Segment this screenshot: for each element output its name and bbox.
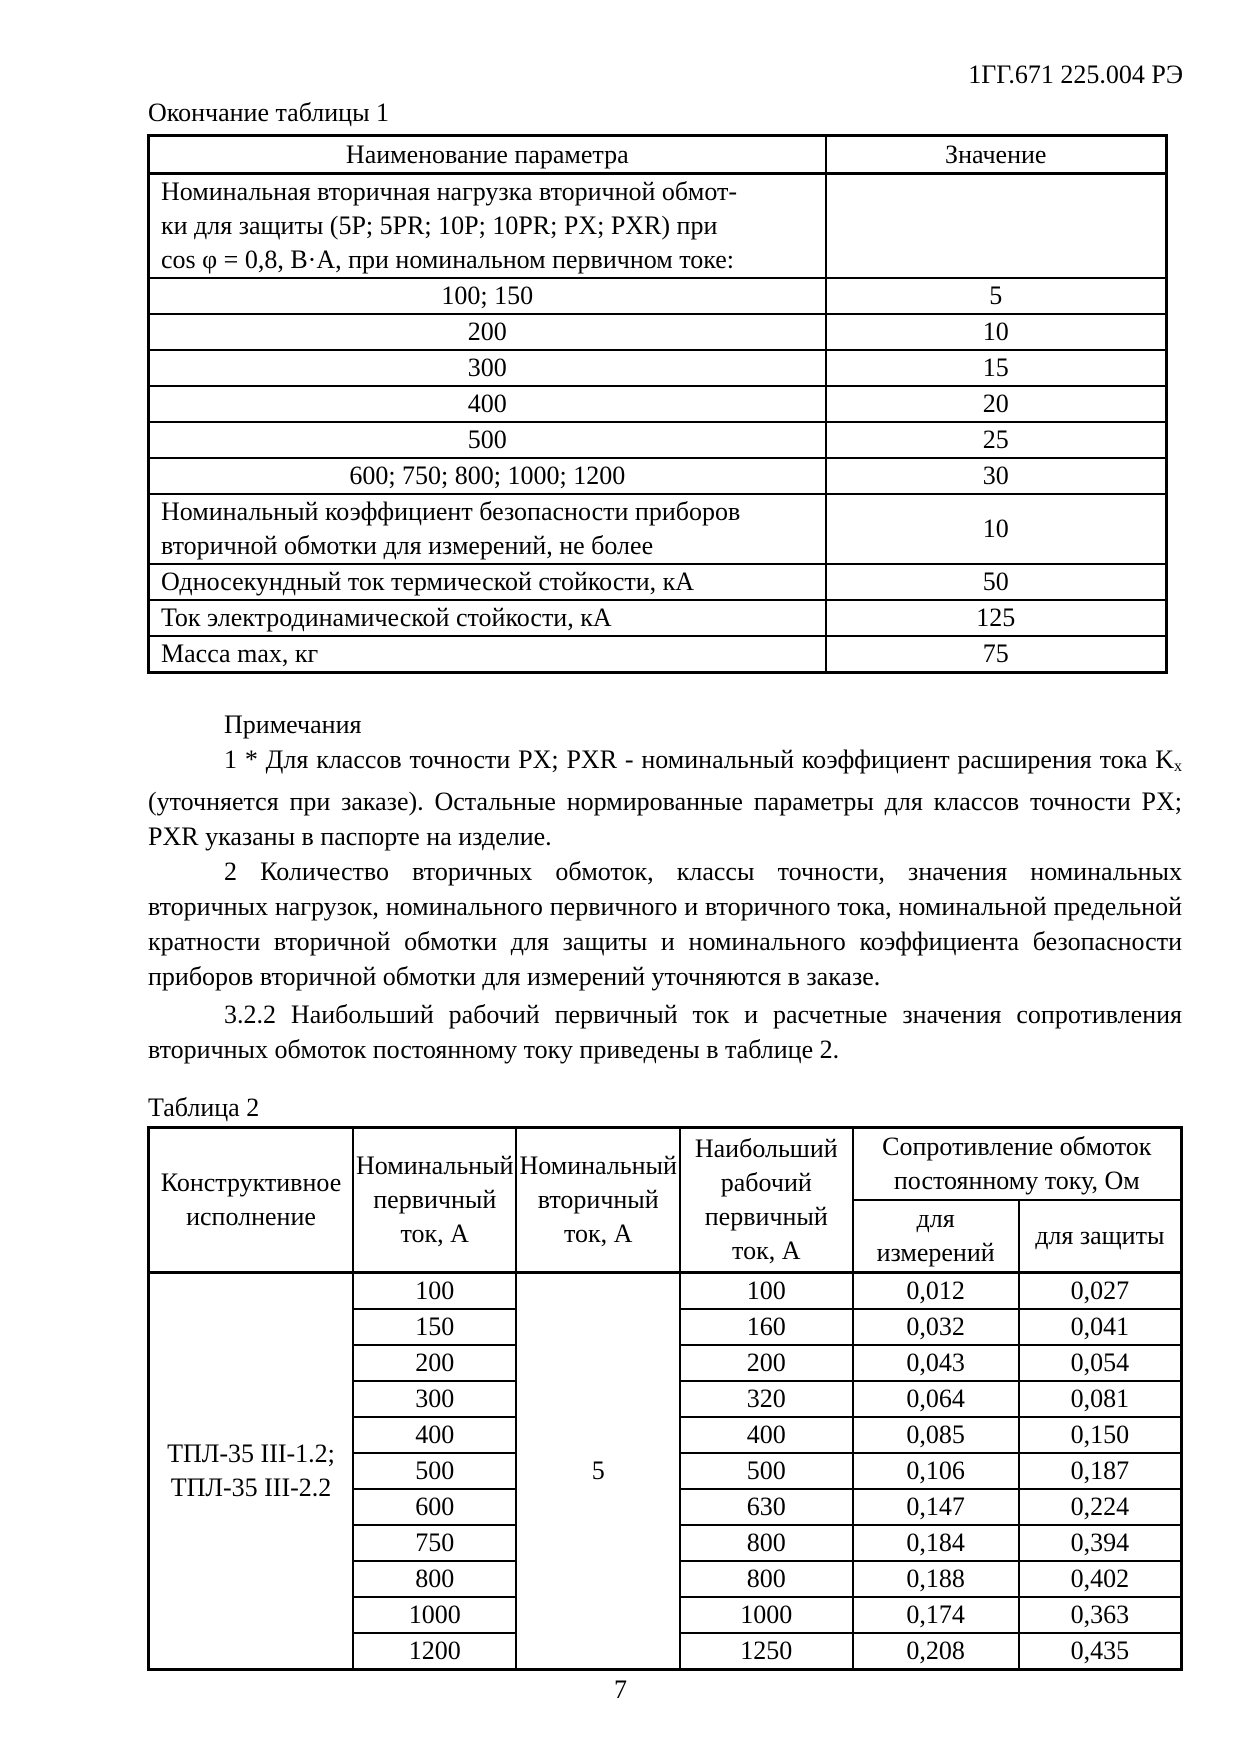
load-current: 500	[149, 422, 826, 458]
primary-current: 750	[353, 1525, 516, 1561]
param-line: Номинальный коэффициент безопасности приборов	[161, 497, 741, 526]
table1-intro-value	[826, 174, 1167, 279]
primary-current: 100	[353, 1273, 516, 1310]
param-name: Односекундный ток термической стойкости, кА	[149, 564, 826, 600]
table2-header-rated-primary: Номинальный первичный ток, А	[353, 1128, 516, 1273]
load-current: 100; 150	[149, 278, 826, 314]
primary-current: 800	[353, 1561, 516, 1597]
table-row	[149, 1273, 1182, 1310]
load-value: 5	[826, 278, 1167, 314]
max-primary: 320	[680, 1381, 853, 1417]
table-row	[149, 422, 1167, 458]
r-measurement: 0,032	[853, 1309, 1019, 1345]
max-primary: 200	[680, 1345, 853, 1381]
param-value: 10	[826, 494, 1167, 564]
note-1-subscript: x	[1174, 758, 1182, 775]
param-name	[149, 494, 826, 564]
primary-current: 1000	[353, 1597, 516, 1633]
table-row	[149, 564, 1167, 600]
primary-current: 300	[353, 1381, 516, 1417]
table-row	[149, 278, 1167, 314]
r-protection: 0,187	[1019, 1453, 1182, 1489]
primary-current: 150	[353, 1309, 516, 1345]
design-line: ТПЛ-35 III-1.2;	[167, 1439, 335, 1468]
table2-header-protection: для защиты	[1019, 1200, 1182, 1273]
section-3-2-2: 3.2.2 Наибольший рабочий первичный ток и расчетные значения сопротивления вторичных обмоток постоянному току приведены в таблице 2.	[148, 1000, 1182, 1064]
note-1-text-a: 1 * Для классов точности PX; PXR - номинальный коэффициент расширения тока K	[224, 745, 1174, 774]
intro-line: Номинальная вторичная нагрузка вторичной обмот-	[161, 177, 738, 206]
intro-line: cos φ = 0,8, В·А, при номинальном первичном токе:	[161, 245, 734, 274]
r-measurement: 0,208	[853, 1633, 1019, 1670]
notes-section	[148, 707, 1182, 1067]
table-row	[149, 314, 1167, 350]
table1	[147, 134, 1168, 674]
document-code: 1ГГ.671 225.004 РЭ	[968, 60, 1183, 89]
max-primary: 400	[680, 1417, 853, 1453]
load-current: 600; 750; 800; 1000; 1200	[149, 458, 826, 494]
r-protection: 0,394	[1019, 1525, 1182, 1561]
table1-header-value: Значение	[826, 136, 1167, 174]
table-row	[149, 386, 1167, 422]
table-row	[149, 600, 1167, 636]
r-measurement: 0,184	[853, 1525, 1019, 1561]
param-line: вторичной обмотки для измерений, не более	[161, 531, 654, 560]
r-measurement: 0,188	[853, 1561, 1019, 1597]
primary-current: 600	[353, 1489, 516, 1525]
r-protection: 0,150	[1019, 1417, 1182, 1453]
table2-header-rated-secondary: Номинальный вторичный ток, А	[516, 1128, 679, 1273]
table1-intro-cell	[149, 174, 826, 279]
primary-current: 400	[353, 1417, 516, 1453]
param-name: Масса max, кг	[149, 636, 826, 673]
table2-header-design: Конструктивное исполнение	[149, 1128, 354, 1273]
table-row	[149, 458, 1167, 494]
max-primary: 630	[680, 1489, 853, 1525]
max-primary: 160	[680, 1309, 853, 1345]
max-primary: 800	[680, 1525, 853, 1561]
r-measurement: 0,085	[853, 1417, 1019, 1453]
notes-title: Примечания	[224, 710, 362, 739]
table2	[147, 1126, 1183, 1671]
max-primary: 1000	[680, 1597, 853, 1633]
max-primary: 500	[680, 1453, 853, 1489]
design-line: ТПЛ-35 III-2.2	[170, 1473, 332, 1502]
load-current: 200	[149, 314, 826, 350]
primary-current: 500	[353, 1453, 516, 1489]
param-value: 50	[826, 564, 1167, 600]
table1-caption: Окончание таблицы 1	[148, 98, 390, 127]
max-primary: 100	[680, 1273, 853, 1310]
secondary-current-cell: 5	[516, 1273, 679, 1670]
r-protection: 0,402	[1019, 1561, 1182, 1597]
r-measurement: 0,147	[853, 1489, 1019, 1525]
load-value: 25	[826, 422, 1167, 458]
r-protection: 0,027	[1019, 1273, 1182, 1310]
r-protection: 0,224	[1019, 1489, 1182, 1525]
max-primary: 1250	[680, 1633, 853, 1670]
note-2: 2 Количество вторичных обмоток, классы точности, значения номинальных вторичных нагрузок, номинального первичного и вторичного тока, номинальной предельной кратности вторичной обмотки для защиты и номинального коэффициента безопасности приборов вторичной обмотки для измерений уточняются в заказе.	[148, 857, 1182, 991]
r-protection: 0,041	[1019, 1309, 1182, 1345]
r-protection: 0,363	[1019, 1597, 1182, 1633]
load-current: 300	[149, 350, 826, 386]
table-row	[149, 636, 1167, 673]
primary-current: 200	[353, 1345, 516, 1381]
r-measurement: 0,043	[853, 1345, 1019, 1381]
r-protection: 0,054	[1019, 1345, 1182, 1381]
r-protection: 0,435	[1019, 1633, 1182, 1670]
table-row	[149, 350, 1167, 386]
design-cell	[149, 1273, 354, 1670]
load-value: 10	[826, 314, 1167, 350]
table2-caption: Таблица 2	[148, 1093, 260, 1122]
primary-current: 1200	[353, 1633, 516, 1670]
load-current: 400	[149, 386, 826, 422]
max-primary: 800	[680, 1561, 853, 1597]
note-1-text-b: (уточняется при заказе). Остальные нормированные параметры для классов точности PX; PXR указаны в паспорте на изделие.	[148, 787, 1182, 851]
param-value: 75	[826, 636, 1167, 673]
table-row	[149, 494, 1167, 564]
table1-header-parameter: Наименование параметра	[149, 136, 826, 174]
table2-header-resistance: Сопротивление обмоток постоянному току, Ом	[853, 1128, 1182, 1201]
param-value: 125	[826, 600, 1167, 636]
r-measurement: 0,012	[853, 1273, 1019, 1310]
page-number: 7	[614, 1675, 627, 1704]
param-name: Ток электродинамической стойкости, кА	[149, 600, 826, 636]
load-value: 30	[826, 458, 1167, 494]
r-measurement: 0,174	[853, 1597, 1019, 1633]
r-measurement: 0,064	[853, 1381, 1019, 1417]
table2-header-max-primary: Наибольший рабочий первичный ток, А	[680, 1128, 853, 1273]
intro-line: ки для защиты (5P; 5PR; 10P; 10PR; PX; PXR) при	[161, 211, 718, 240]
table-row	[149, 174, 1167, 279]
load-value: 15	[826, 350, 1167, 386]
note-1	[148, 742, 1182, 854]
load-value: 20	[826, 386, 1167, 422]
table2-header-measurement: для измерений	[853, 1200, 1019, 1273]
r-protection: 0,081	[1019, 1381, 1182, 1417]
r-measurement: 0,106	[853, 1453, 1019, 1489]
